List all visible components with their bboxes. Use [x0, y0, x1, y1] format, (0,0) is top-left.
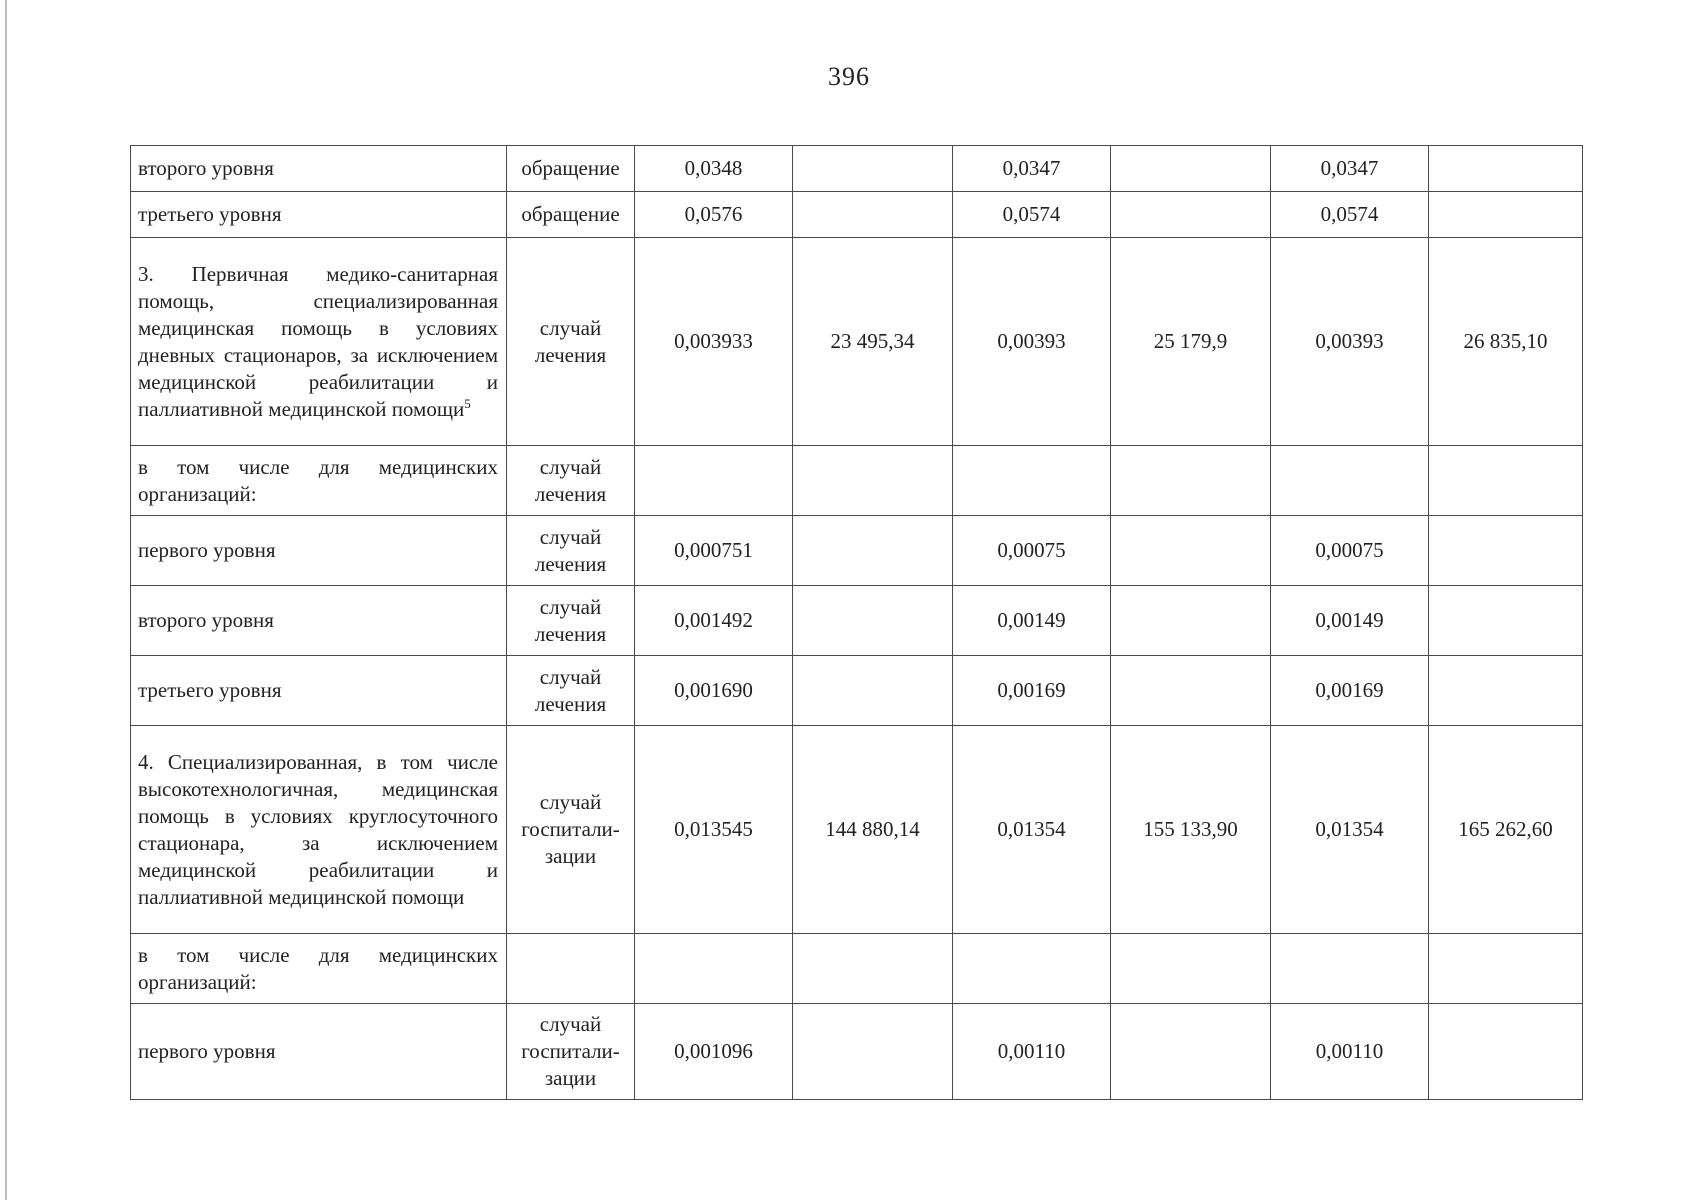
cost-2023-cell [1429, 516, 1583, 586]
volume-2021-cell: 0,001096 [635, 1004, 793, 1100]
cost-2022-cell [1111, 146, 1271, 192]
cost-2022-cell [1111, 586, 1271, 656]
table-row [131, 192, 1583, 238]
row-label: второго уровня [131, 586, 507, 656]
cost-2021-cell [793, 656, 953, 726]
volume-2022-cell: 0,00149 [953, 586, 1111, 656]
table-row [131, 726, 1583, 934]
volume-2021-cell: 0,0576 [635, 192, 793, 238]
table-row [131, 146, 1583, 192]
row-label: в том числе для медицинских организаций: [131, 934, 507, 1004]
unit-cell: случай лечения [507, 238, 635, 446]
table-row [131, 446, 1583, 516]
volume-2023-cell: 0,00075 [1271, 516, 1429, 586]
cost-2023-cell [1429, 446, 1583, 516]
volume-2023-cell [1271, 934, 1429, 1004]
cost-2021-cell [793, 1004, 953, 1100]
row-label: 3. Первичная медико-санитарная помощь, специализированная медицинская помощь в условиях дневных стационаров, за исключением медицинской реабилитации и паллиативной медицинской помощи$^5$ [131, 238, 507, 446]
cost-2021-cell [793, 516, 953, 586]
cost-2023-cell [1429, 934, 1583, 1004]
cost-2022-cell [1111, 516, 1271, 586]
volume-2023-cell: 0,01354 [1271, 726, 1429, 934]
volume-2023-cell: 0,0574 [1271, 192, 1429, 238]
row-label: второго уровня [131, 146, 507, 192]
volume-2023-cell: 0,00169 [1271, 656, 1429, 726]
cost-2023-cell: 165 262,60 [1429, 726, 1583, 934]
volume-2021-cell: 0,001492 [635, 586, 793, 656]
volume-2021-cell: 0,001690 [635, 656, 793, 726]
volume-2022-cell [953, 934, 1111, 1004]
row-label: первого уровня [131, 516, 507, 586]
volume-2022-cell: 0,00110 [953, 1004, 1111, 1100]
unit-cell: обращение [507, 192, 635, 238]
cost-2023-cell [1429, 192, 1583, 238]
volume-norms-table [130, 145, 1583, 1100]
unit-cell: случай лечения [507, 516, 635, 586]
row-label: 4. Специализированная, в том числе высокотехнологичная, медицинская помощь в условиях круглосуточного стационара, за исключением медицинской реабилитации и паллиативной медицинской помощи [131, 726, 507, 934]
cost-2021-cell [793, 446, 953, 516]
volume-2023-cell: 0,00393 [1271, 238, 1429, 446]
cost-2022-cell: 155 133,90 [1111, 726, 1271, 934]
unit-cell [507, 934, 635, 1004]
unit-cell: случай лечения [507, 446, 635, 516]
cost-2022-cell [1111, 656, 1271, 726]
volume-2021-cell [635, 446, 793, 516]
cost-2022-cell: 25 179,9 [1111, 238, 1271, 446]
cost-2023-cell [1429, 146, 1583, 192]
unit-cell: случай госпитали-зации [507, 726, 635, 934]
unit-cell: случай госпитали-зации [507, 1004, 635, 1100]
volume-2023-cell: 0,00149 [1271, 586, 1429, 656]
cost-2021-cell [793, 934, 953, 1004]
cost-2021-cell [793, 192, 953, 238]
unit-cell: обращение [507, 146, 635, 192]
table-row [131, 238, 1583, 446]
row-label: третьего уровня [131, 192, 507, 238]
volume-2022-cell: 0,0347 [953, 146, 1111, 192]
cost-2022-cell [1111, 192, 1271, 238]
cost-2021-cell: 23 495,34 [793, 238, 953, 446]
table-row [131, 1004, 1583, 1100]
footnote-marker: 5 [464, 395, 471, 411]
unit-cell: случай лечения [507, 656, 635, 726]
cost-2023-cell [1429, 1004, 1583, 1100]
cost-2021-cell [793, 586, 953, 656]
volume-2021-cell [635, 934, 793, 1004]
table-row [131, 656, 1583, 726]
volume-2023-cell: 0,00110 [1271, 1004, 1429, 1100]
unit-cell: случай лечения [507, 586, 635, 656]
cost-2022-cell [1111, 446, 1271, 516]
volume-2023-cell [1271, 446, 1429, 516]
volume-2021-cell: 0,013545 [635, 726, 793, 934]
row-label: в том числе для медицинских организаций: [131, 446, 507, 516]
volume-2022-cell: 0,00393 [953, 238, 1111, 446]
volume-2022-cell [953, 446, 1111, 516]
cost-2021-cell [793, 146, 953, 192]
volume-2022-cell: 0,00075 [953, 516, 1111, 586]
volume-2022-cell: 0,00169 [953, 656, 1111, 726]
cost-2022-cell [1111, 934, 1271, 1004]
volume-2021-cell: 0,003933 [635, 238, 793, 446]
volume-2022-cell: 0,01354 [953, 726, 1111, 934]
cost-2021-cell: 144 880,14 [793, 726, 953, 934]
cost-2023-cell [1429, 656, 1583, 726]
cost-2023-cell: 26 835,10 [1429, 238, 1583, 446]
volume-2021-cell: 0,0348 [635, 146, 793, 192]
cost-2023-cell [1429, 586, 1583, 656]
volume-2022-cell: 0,0574 [953, 192, 1111, 238]
volume-2023-cell: 0,0347 [1271, 146, 1429, 192]
row-label: третьего уровня [131, 656, 507, 726]
cost-2022-cell [1111, 1004, 1271, 1100]
page-number: 396 [828, 62, 870, 91]
row-label: первого уровня [131, 1004, 507, 1100]
volume-2021-cell: 0,000751 [635, 516, 793, 586]
scan-edge-line [5, 0, 7, 1200]
table-row [131, 934, 1583, 1004]
table-row [131, 516, 1583, 586]
table-row [131, 586, 1583, 656]
